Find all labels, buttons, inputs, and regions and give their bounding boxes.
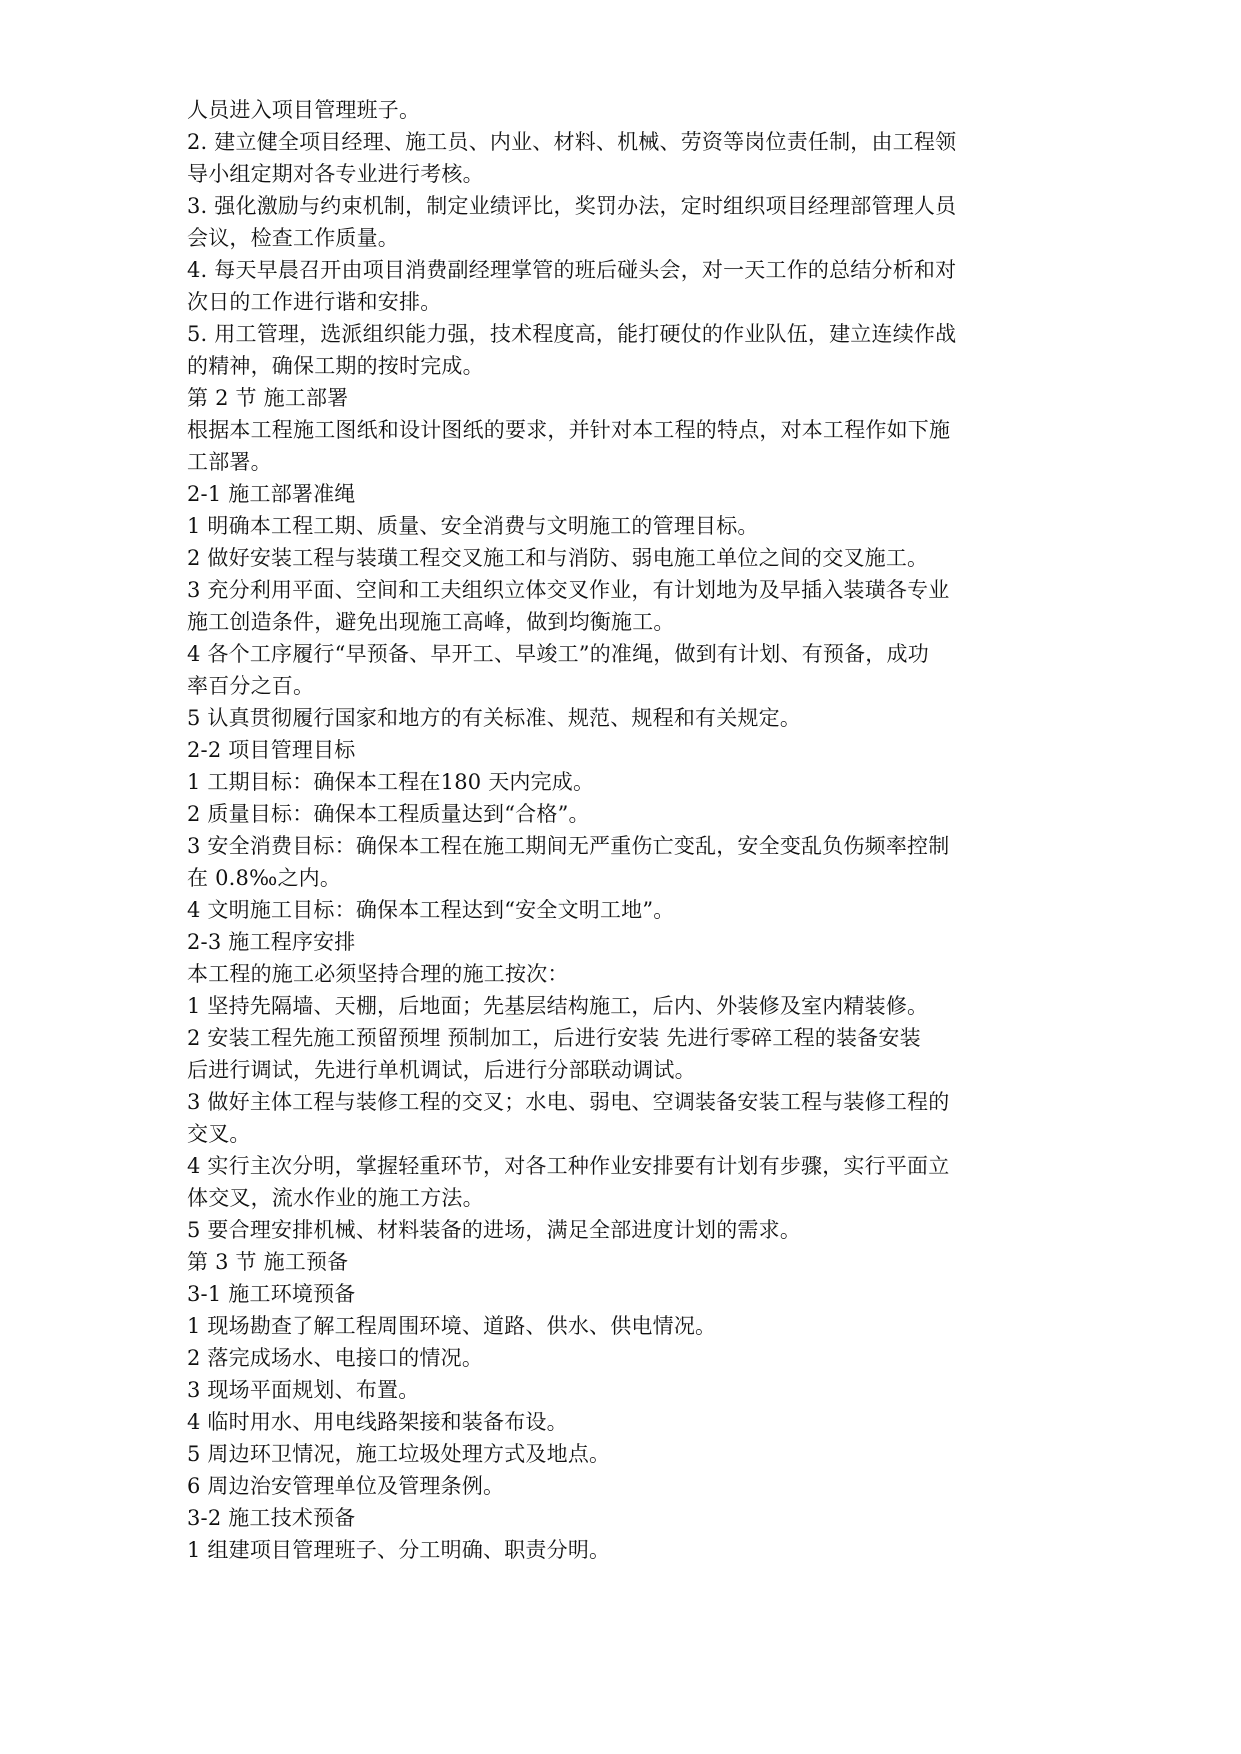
text-line: 率百分之百。: [187, 674, 315, 698]
text-line: 2 做好安装工程与装璜工程交叉施工和与消防、弱电施工单位之间的交叉施工。: [187, 546, 929, 570]
text-line: 体交叉，流水作业的施工方法。: [187, 1186, 484, 1210]
text-line: 6 周边治安管理单位及管理条例。: [187, 1474, 505, 1498]
text-line: 3. 强化激励与约束机制，制定业绩评比，奖罚办法，定时组织项目经理部管理人员: [187, 194, 957, 218]
text-line: 2 落完成场水、电接口的情况。: [187, 1346, 484, 1370]
subsection-heading: 3-1 施工环境预备: [187, 1282, 356, 1306]
text-line: 交叉。: [187, 1122, 251, 1146]
text-line: 1 现场勘查了解工程周围环境、道路、供水、供电情况。: [187, 1314, 717, 1338]
text-line: 的精神，确保工期的按时完成。: [187, 354, 484, 378]
text-line: 施工创造条件，避免出现施工高峰，做到均衡施工。: [187, 610, 675, 634]
text-line: 导小组定期对各专业进行考核。: [187, 162, 484, 186]
text-line: 1 工期目标：确保本工程在180 天内完成。: [187, 770, 595, 794]
text-line: 2 安装工程先施工预留预埋 预制加工，后进行安装 先进行零碎工程的装备安装: [187, 1026, 921, 1050]
text-line: 3 现场平面规划、布置。: [187, 1378, 420, 1402]
subsection-heading: 2-3 施工程序安排: [187, 930, 356, 954]
text-line: 4 各个工序履行“早预备、早开工、早竣工”的准绳，做到有计划、有预备，成功: [187, 642, 929, 666]
text-line: 5 认真贯彻履行国家和地方的有关标准、规范、规程和有关规定。: [187, 706, 802, 730]
text-line: 后进行调试，先进行单机调试，后进行分部联动调试。: [187, 1058, 696, 1082]
subsection-heading: 2-2 项目管理目标: [187, 738, 356, 762]
text-line: 1 组建项目管理班子、分工明确、职责分明。: [187, 1538, 611, 1562]
text-line: 工部署。: [187, 450, 272, 474]
text-line: 在 0.8‰之内。: [187, 866, 342, 890]
text-line: 4. 每天早晨召开由项目消费副经理掌管的班后碰头会，对一天工作的总结分析和对: [187, 258, 957, 282]
text-line: 4 实行主次分明，掌握轻重环节，对各工种作业安排要有计划有步骤，实行平面立: [187, 1154, 950, 1178]
text-line: 5 要合理安排机械、材料装备的进场，满足全部进度计划的需求。: [187, 1218, 802, 1242]
text-line: 1 坚持先隔墙、天棚，后地面；先基层结构施工，后内、外装修及室内精装修。: [187, 994, 929, 1018]
text-line: 次日的工作进行谐和安排。: [187, 290, 442, 314]
text-line: 2 质量目标：确保本工程质量达到“合格”。: [187, 802, 590, 826]
text-line: 2. 建立健全项目经理、施工员、内业、材料、机械、劳资等岗位责任制，由工程领: [187, 130, 957, 154]
text-line: 会议，检查工作质量。: [187, 226, 399, 250]
text-line: 人员进入项目管理班子。: [187, 98, 421, 122]
text-line: 5 周边环卫情况，施工垃圾处理方式及地点。: [187, 1442, 611, 1466]
subsection-heading: 2-1 施工部署准绳: [187, 482, 356, 506]
text-line: 1 明确本工程工期、质量、安全消费与文明施工的管理目标。: [187, 514, 759, 538]
text-line: 根据本工程施工图纸和设计图纸的要求，并针对本工程的特点，对本工程作如下施: [187, 418, 951, 442]
text-line: 5. 用工管理，选派组织能力强，技术程度高，能打硬仗的作业队伍，建立连续作战: [187, 322, 957, 346]
section-heading: 第 2 节 施工部署: [187, 386, 349, 410]
text-line: 4 临时用水、用电线路架接和装备布设。: [187, 1410, 568, 1434]
text-line: 4 文明施工目标：确保本工程达到“安全文明工地”。: [187, 898, 675, 922]
subsection-heading: 3-2 施工技术预备: [187, 1506, 356, 1530]
text-line: 3 充分利用平面、空间和工夫组织立体交叉作业，有计划地为及早插入装璜各专业: [187, 578, 950, 602]
text-line: 本工程的施工必须坚持合理的施工按次：: [187, 962, 569, 986]
text-line: 3 做好主体工程与装修工程的交叉；水电、弱电、空调装备安装工程与装修工程的: [187, 1090, 950, 1114]
section-heading: 第 3 节 施工预备: [187, 1250, 349, 1274]
text-line: 3 安全消费目标：确保本工程在施工期间无严重伤亡变乱，安全变乱负伤频率控制: [187, 834, 950, 858]
document-body: [187, 94, 1087, 1566]
